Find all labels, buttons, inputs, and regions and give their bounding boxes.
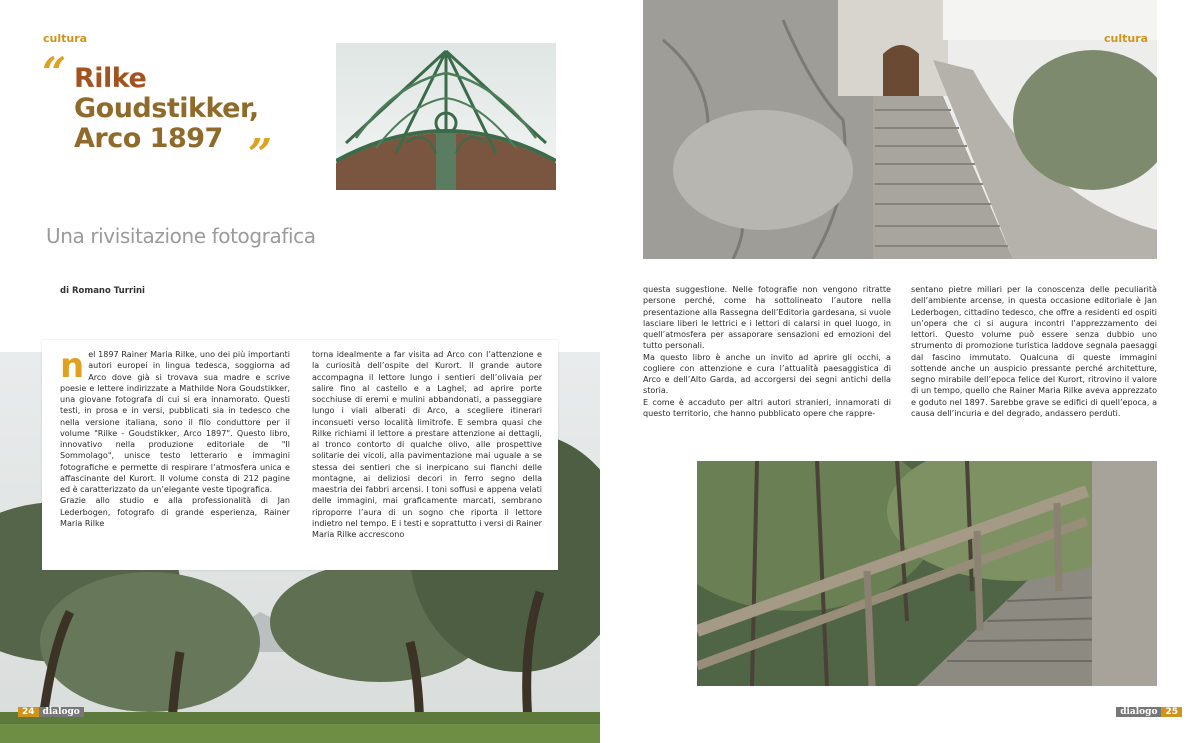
section-tag-right: cultura xyxy=(1104,32,1149,45)
left-col1-para-2: Grazie allo studio e alla professionalità di Jan Lederbogen, fotografo di grande esperienza, Rainer Maria Rilke xyxy=(60,496,290,528)
section-tag: cultura xyxy=(43,32,88,45)
left-column-1 xyxy=(60,346,290,529)
right-page xyxy=(600,0,1200,743)
right-col1-para-2: Ma questo libro è anche un invito ad aprire gli occhi, a cogliere con attenzione e cura l’attualità paesaggistica di Arco e dell’Alto Garda, ad accorgersi dei segni antichi della storia. xyxy=(643,352,891,396)
article-subtitle: Una rivisitazione fotografica xyxy=(46,224,316,248)
title-line-3: Arco 1897 xyxy=(74,123,223,154)
title-line-2: Goudstikker, xyxy=(74,93,259,124)
stone-stairs-photo xyxy=(643,0,1157,259)
left-column-2 xyxy=(312,349,542,540)
open-quote-mark: “ xyxy=(42,48,67,97)
magazine-name-right: dialogo xyxy=(1116,707,1161,717)
left-folio xyxy=(18,707,84,718)
right-column-2 xyxy=(911,284,1157,419)
right-col2-para-1: sentano pietre miliari per la conoscenza delle peculiarità dell’ambiente arcense, in questa occasione editoriale è Jan Lederbogen, cittadino tedesco, che offre a residenti ed ospiti un’opera che ci si augura incontri l’apprezzamento dei lettori. Questo volume può essere senza dubbio uno strumento di promozione turistica laddove segnala paesaggi dal fascino immutato. Qualcuna di queste immagini sottende anche un auspicio pressante perché architetture, segno mirabile dell’epoca felice del Kurort, ritrovino il valore di un tempo, quello che Rainer Maria Rilke aveva apprezzato e goduto nel 1897. Sarebbe grave se edifici di quell’epoca, a causa dell’incuria e del degrado, andassero perduti. xyxy=(911,285,1157,418)
close-quote-mark: ” xyxy=(248,130,273,179)
left-col2-para-1: torna idealmente a far visita ad Arco con l’attenzione e la curiosità dell’ospite del Kurort. Il grande autore accompagna il lettore lungo i sentieri dell’olivaia per salire fino al castello e a Laghel, ad aprire porte socchiuse di eremi e mulini abbandonati, a passeggiare lungo i viali alberati di Arco, a scegliere itinerari inconsueti verso località limitrofe. E sembra quasi che Rilke richiami il lettore a prestare attenzione ai dettagli, al tronco contorto di qualche olivo, alle prospettive solitarie dei vicoli, alla pavimentazione mai uguale a se stessa dei sentieri che si inerpicano sui fianchi delle montagne, ai deliziosi decori in ferro segno della maestria dei fabbri arcensi. I toni soffusi e appena velati delle immagini, mai graficamente marcati, sembrano riproporre l’aura di un sogno che riporta il lettore indietro nel tempo. E i testi e soprattutto i versi di Rainer Maria Rilke accrescono xyxy=(312,350,542,539)
right-col1-para-3: E come è accaduto per altri autori stranieri, innamorati di questo territorio, che hanno pubblicato opere che rappre- xyxy=(643,397,891,418)
iron-pavilion-photo xyxy=(336,43,556,190)
right-col1-para-1: questa suggestione. Nelle fotografie non vengono ritratte persone perché, come ha sottolineato l’autore nella presentazione alla Rassegna dell’Editoria gardesana, si vuole lasciare liberi le lettrici e i lettori di calarsi in quel luogo, in quell’atmosfera per assaporare sensazioni ed emozioni del tutto personali. xyxy=(643,285,891,351)
left-col1-para-1: el 1897 Rainer Maria Rilke, uno dei più importanti autori europei in lingua tedesca, soggiorna ad Arco dove già si trovava sua madre e scrive poesie e lettere indirizzate a Mathilde Nora Goudstikker, una giovane fotografa di cui si era innamorato. Questi testi, in prosa e in versi, pubblicati sia in tedesco che nella versione italiana, sono il filo conduttore per il volume "Rilke - Goudstikker, Arco 1897". Questo libro, innovativo nella produzione editoriale de "Il Sommolago", unisce testo letterario e immagini fotografiche e permette di respirare l’atmosfera unica e affascinante del Kurort. Il volume consta di 212 pagine ed è caratterizzato da un’elegante veste tipografica. xyxy=(60,350,290,494)
page-number: 24 xyxy=(18,707,39,717)
right-folio xyxy=(1116,707,1182,718)
byline: di Romano Turrini xyxy=(60,286,145,296)
title-line-1: Rilke xyxy=(74,63,147,94)
article-title xyxy=(74,64,259,154)
page-number-right: 25 xyxy=(1161,707,1182,717)
magazine-name: dialogo xyxy=(39,707,84,717)
railing-path-photo xyxy=(697,461,1157,686)
dropcap: n xyxy=(60,346,85,386)
right-column-1 xyxy=(643,284,891,419)
